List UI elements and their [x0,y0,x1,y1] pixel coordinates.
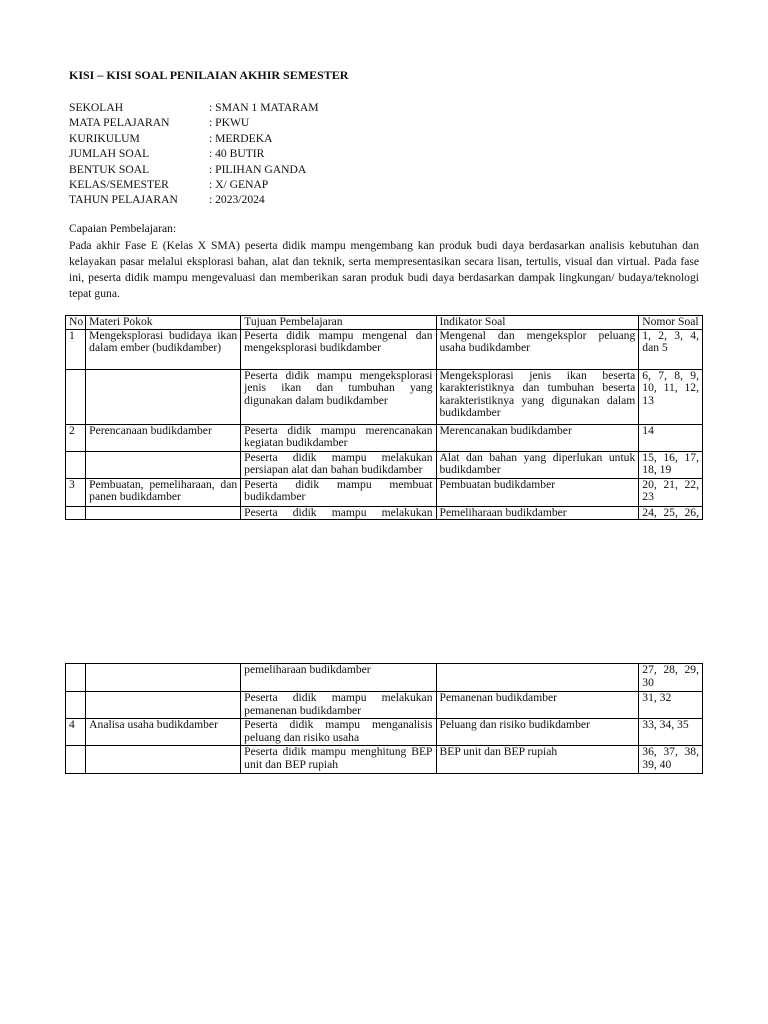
cell-materi [86,664,241,692]
identity-block [69,100,319,208]
info-value: : PILIHAN GANDA [209,162,307,176]
cell-tujuan: Peserta didik mampu mengeksplorasi jenis ikan dan tumbuhan yang digunakan dalam budikdamber [241,369,436,424]
cell-nomor: 33, 34, 35 [639,719,703,746]
cell-no [66,746,86,774]
info-row-mata-pelajaran [69,115,319,130]
cell-tujuan: Peserta didik mampu menganalisis peluang dan risiko usaha [241,719,436,746]
cell-materi [86,506,241,520]
info-row-kelas-semester [69,177,319,192]
cell-no [66,369,86,424]
cell-indikator: Peluang dan risiko budikdamber [436,719,639,746]
header-cell-nomor: Nomor Soal [639,316,703,330]
info-label: JUMLAH SOAL [69,147,150,161]
info-label: KURIKULUM [69,131,140,145]
capaian-label: Capaian Pembelajaran: [69,222,177,235]
table-row [66,478,703,506]
table-header-row [66,316,703,330]
cell-tujuan: Peserta didik mampu mengenal dan mengeksplorasi budikdamber [241,329,436,369]
header-cell-tujuan: Tujuan Pembelajaran [241,316,436,330]
table-row [66,506,703,520]
cell-materi: Perencanaan budikdamber [86,424,241,451]
info-row-tahun-pelajaran [69,192,319,207]
cell-tujuan: Peserta didik mampu melakukan [241,506,436,520]
info-row-jumlah-soal [69,146,319,161]
header-cell-indikator: Indikator Soal [436,316,639,330]
cell-no [66,664,86,692]
cell-materi: Mengeksplorasi budidaya ikan dalam ember (budikdamber) [86,329,241,369]
table-row [66,746,703,774]
info-value: : 40 BUTIR [209,147,265,161]
cell-tujuan: Peserta didik mampu merencanakan kegiatan budikdamber [241,424,436,451]
cell-nomor: 27, 28, 29, 30 [639,664,703,692]
cell-nomor: 24, 25, 26, [639,506,703,520]
capaian-pembelajaran [69,222,699,302]
cell-indikator: Alat dan bahan yang diperlukan untuk budikdamber [436,451,639,478]
cell-indikator: BEP unit dan BEP rupiah [436,746,639,774]
info-row-sekolah [69,100,319,115]
cell-tujuan: Peserta didik mampu melakukan pemanenan budikdamber [241,692,436,719]
cell-materi [86,369,241,424]
cell-tujuan: Peserta didik mampu menghitung BEP unit dan BEP rupiah [241,746,436,774]
info-label: BENTUK SOAL [69,162,150,176]
cell-no: 1 [66,329,86,369]
info-value: : PKWU [209,116,250,130]
cell-no: 3 [66,478,86,506]
cell-nomor: 31, 32 [639,692,703,719]
info-value: : 2023/2024 [209,193,265,207]
cell-materi: Analisa usaha budikdamber [86,719,241,746]
kisi-table [65,315,703,520]
cell-materi [86,692,241,719]
cell-materi [86,451,241,478]
cell-nomor: 6, 7, 8, 9, 10, 11, 12, 13 [639,369,703,424]
cell-materi [86,746,241,774]
table-row [66,451,703,478]
info-value: : X/ GENAP [209,177,269,191]
cell-indikator: Pemanenan budikdamber [436,692,639,719]
info-label: MATA PELAJARAN [69,116,170,130]
cell-materi: Pembuatan, pemeliharaan, dan panen budikdamber [86,478,241,506]
info-label: TAHUN PELAJARAN [69,193,178,207]
cell-no [66,506,86,520]
cell-indikator: Pembuatan budikdamber [436,478,639,506]
info-row-bentuk-soal [69,162,319,177]
cell-tujuan: Peserta didik mampu melakukan persiapan alat dan bahan budikdamber [241,451,436,478]
cell-nomor: 36, 37, 38, 39, 40 [639,746,703,774]
cell-indikator: Merencanakan budikdamber [436,424,639,451]
cell-nomor: 20, 21, 22, 23 [639,478,703,506]
cell-no: 4 [66,719,86,746]
info-label: SEKOLAH [69,101,124,114]
capaian-text: Pada akhir Fase E (Kelas X SMA) peserta didik mampu mengembang kan produk budi daya berdasarkan analisis kebutuhan dan kelayakan pasar melalui eksplorasi bahan, alat dan teknik, serta mempresentasikan secara lisan, tertulis, visual dan virtual. Pada fase ini, peserta didik mampu mengevaluasi dan memberikan saran produk budi daya berdasarkan dampak lingkungan/ budaya/teknologi tepat guna. [69,239,699,300]
info-label: KELAS/SEMESTER [69,177,169,191]
header-cell-no: No [66,316,86,330]
cell-indikator [436,664,639,692]
cell-no [66,451,86,478]
cell-nomor: 1, 2, 3, 4, dan 5 [639,329,703,369]
table-row [66,369,703,424]
table-row [66,424,703,451]
cell-tujuan: pemeliharaan budikdamber [241,664,436,692]
cell-indikator: Pemeliharaan budikdamber [436,506,639,520]
cell-indikator: Mengenal dan mengeksplor peluang usaha budikdamber [436,329,639,369]
kisi-table-continued [65,663,703,774]
cell-nomor: 15, 16, 17, 18, 19 [639,451,703,478]
cell-indikator: Mengeksplorasi jenis ikan beserta karakteristiknya dan tumbuhan beserta karakteristiknya yang digunakan dalam budikdamber [436,369,639,424]
cell-no [66,692,86,719]
cell-tujuan: Peserta didik mampu membuat budikdamber [241,478,436,506]
cell-no: 2 [66,424,86,451]
table-row [66,664,703,692]
info-row-kurikulum [69,131,319,146]
table-row [66,692,703,719]
info-value: : SMAN 1 MATARAM [209,101,319,114]
document-title: KISI – KISI SOAL PENILAIAN AKHIR SEMESTER [69,68,349,82]
table-row [66,329,703,369]
header-cell-materi: Materi Pokok [86,316,241,330]
table-row [66,719,703,746]
info-value: : MERDEKA [209,131,273,145]
cell-nomor: 14 [639,424,703,451]
